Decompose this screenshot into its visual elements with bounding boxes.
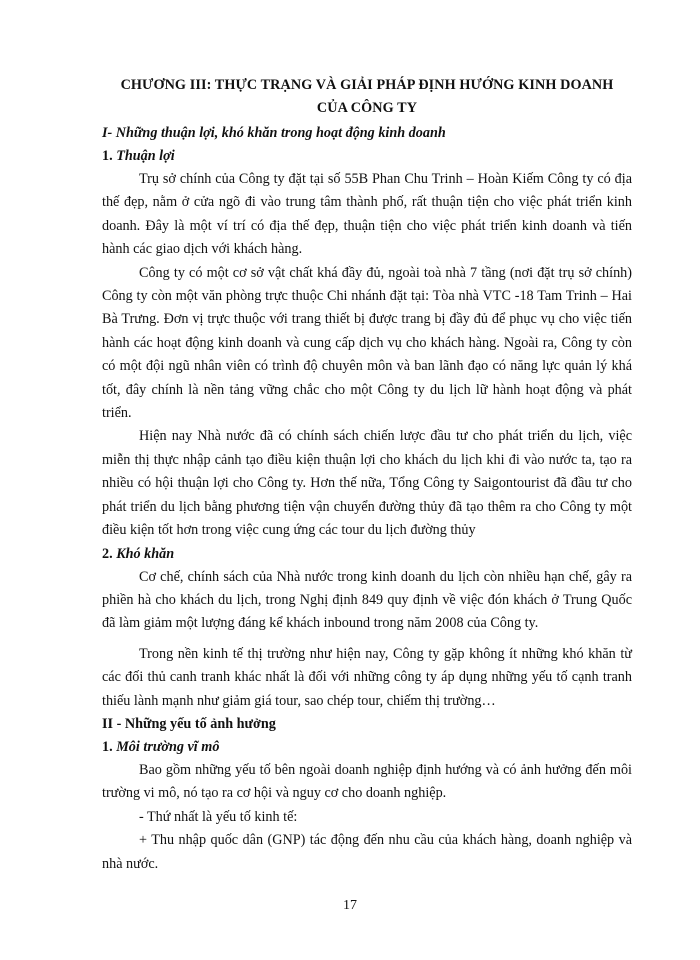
- document-page: [102, 74, 632, 876]
- list-item: - Thứ nhất là yếu tố kinh tế:: [139, 808, 298, 825]
- paragraph: Trụ sở chính của Công ty đặt tại số 55B Phan Chu Trinh – Hoàn Kiếm Công ty có địa thế đẹp, nằm ở cửa ngõ đi vào trung tâm thành phố, rất thuận tiện cho việc phát triển kinh doanh. Đây là một ví trí có địa thế đẹp, thuận tiện cho việc phát triển kinh doanh và tiến hành các giao dịch với khách hàng.: [102, 171, 632, 258]
- list-item: + Thu nhập quốc dân (GNP) tác động đến nhu cầu của khách hàng, doanh nghiệp và nhà nước.: [102, 832, 632, 872]
- section2-sub1-heading: [102, 736, 632, 759]
- section2-heading: II - Những yếu tố ảnh hưởng: [102, 715, 276, 732]
- section1-sub2-heading: [102, 543, 632, 566]
- section1-sub1-title: Thuận lợi: [116, 148, 175, 164]
- chapter-title-line2: CỦA CÔNG TY: [316, 100, 418, 116]
- paragraph: Bao gồm những yếu tố bên ngoài doanh nghiệp định hướng và có ảnh hưởng đến môi trường vi mô, nó tạo ra cơ hội và nguy cơ cho doanh nghiệp.: [102, 761, 632, 802]
- paragraph: Công ty có một cơ sở vật chất khá đầy đủ, ngoài toà nhà 7 tầng (nơi đặt trụ sở chính) Công ty còn một văn phòng trực thuộc Chi nhánh đặt tại: Tòa nhà VTC -18 Tam Trinh – Hai Bà Trưng. Đơn vị trực thuộc với trang thiết bị được trang bị đầy đủ để phục vụ cho việc tiến hành các hoạt động kinh doanh và cung cấp dịch vụ cho khách hàng. Ngoài ra, Công ty còn có một đội ngũ nhân viên có trình độ chuyên môn và ban lãnh đạo có năng lực quản lý khá tốt, đây chính là nền tảng vững chắc cho một Công ty du lịch lữ hành hoạt động và phát triển.: [102, 264, 632, 422]
- section2-sub1-title: Môi trường vĩ mô: [116, 738, 220, 755]
- paragraph: Trong nền kinh tế thị trường như hiện nay, Công ty gặp không ít những khó khăn từ các đối thủ canh tranh khác nhất là đối với những công ty áp dụng những yếu tố cạnh tranh thiếu lành mạnh như giảm giá tour, sao chép tour, chiếm thị trường…: [102, 645, 632, 709]
- section2-sub1-number: 1.: [102, 738, 113, 755]
- page-number: 17: [343, 898, 357, 913]
- section1-sub1-heading: [102, 145, 632, 168]
- paragraph: Hiện nay Nhà nước đã có chính sách chiến lược đầu tư cho phát triển du lịch, việc miễn thị thực nhập cảnh tạo điều kiện thuận lợi cho khách du lịch khi đi vào nước ta, tạo ra nhiều có hội thuận lợi cho Công ty. Hơn thế nữa, Tổng Công ty Saigontourist đã đầu tư cho phát triển du lịch bằng phương tiện vận chuyển đường thủy đã tạo thêm ra cho Công ty một điều kiện tốt hơn trong việc cung ứng các tour du lịch đường thủy: [102, 428, 632, 539]
- section1-heading: I- Những thuận lợi, khó khăn trong hoạt động kinh doanh: [102, 125, 446, 141]
- section1-sub2-title: Khó khăn: [116, 545, 175, 562]
- section1-sub2-number: 2.: [102, 545, 113, 562]
- chapter-title-line1: CHƯƠNG III: THỰC TRẠNG VÀ GIẢI PHÁP ĐỊNH HƯỚNG KINH DOANH: [120, 77, 614, 93]
- paragraph: Cơ chế, chính sách của Nhà nước trong kinh doanh du lịch còn nhiều hạn chế, gây ra phiền hà cho khách du lịch, trong Nghị định 849 quy định về việc đón khách ở Trung Quốc đã làm giảm một lượng đáng kể khách inbound trong năm 2008 của Công ty.: [102, 568, 632, 632]
- section1-sub1-number: 1.: [102, 148, 113, 164]
- chapter-title: [102, 74, 632, 120]
